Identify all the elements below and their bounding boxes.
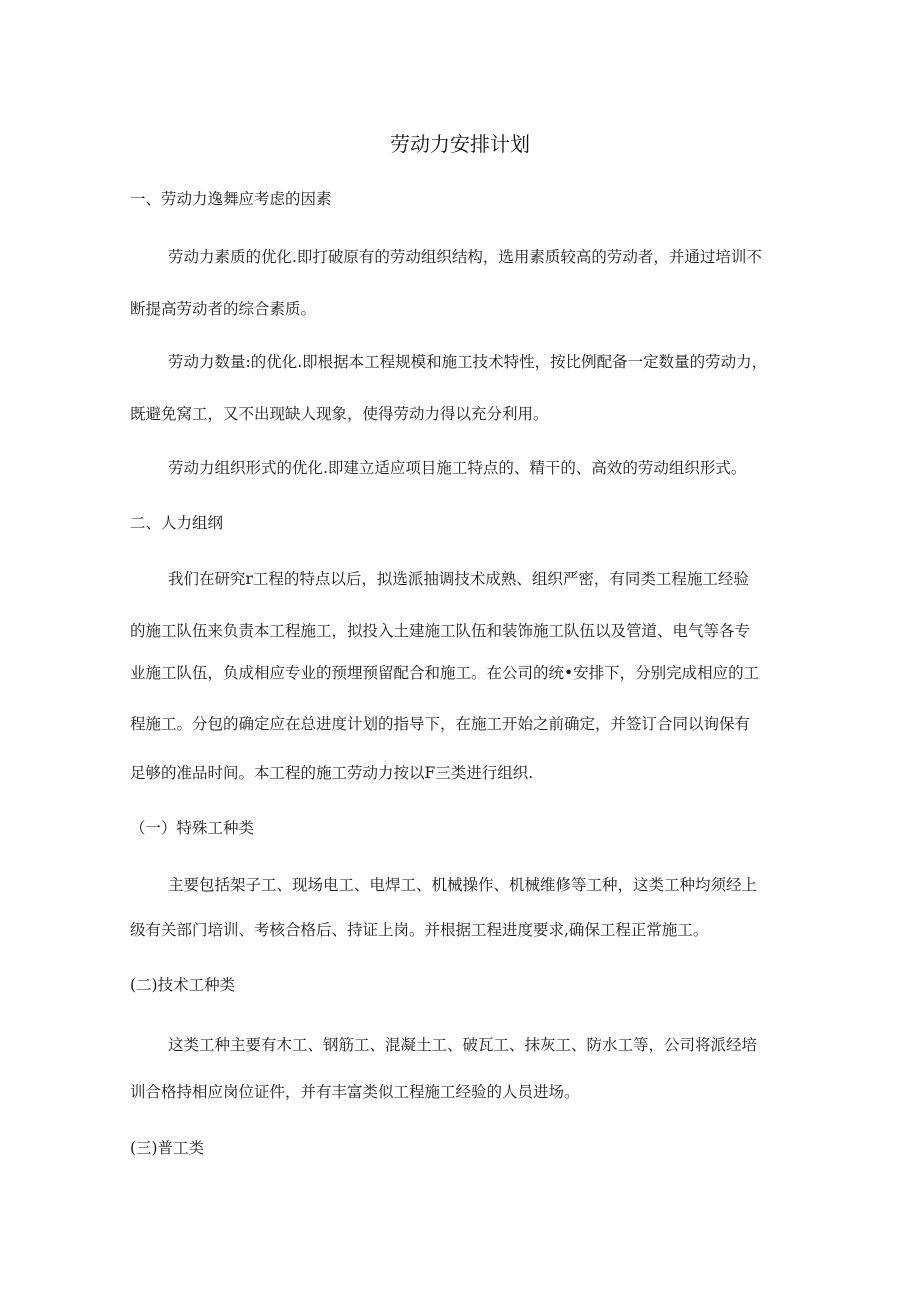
section-heading-2: 二、人力组纲 xyxy=(130,514,224,532)
section-heading-1: 一、劳动力逸舞应考虑的因素 xyxy=(130,190,332,208)
paragraph-line: 足够的准品时间。本工程的施工劳动力按以F三类进行组织. xyxy=(130,764,534,782)
paragraph-line: 训合格持相应岗位证件，并有丰富类似工程施工经验的人员进场。 xyxy=(130,1083,580,1101)
paragraph-line: 级有关部门培训、考核合格后、持证上岗。并根据工程进度要求,确保工程正常施工。 xyxy=(130,921,709,939)
paragraph-line: 劳动力数量:的优化.即根据本工程规模和施工技术特性，按比例配备一定数量的劳动力， xyxy=(168,353,768,371)
section-heading-3: （一）特殊工种类 xyxy=(130,819,255,837)
page-title: 劳动力安排计划 xyxy=(390,132,530,156)
paragraph-line: 劳动力素质的优化.即打破原有的劳动组织结构，选用素质较高的劳动者，并通过培训不 xyxy=(168,248,762,266)
paragraph-line: 劳动力组织形式的优化.即建立适应项目施工特点的、精干的、高效的劳动组织形式。 xyxy=(168,459,747,477)
paragraph-line: 主要包括架子工、现场电工、电焊工、机械操作、机械维修等工种，这类工种均须经上 xyxy=(168,876,758,894)
paragraph-line: 断提高劳动者的综合素质。 xyxy=(130,300,317,318)
paragraph-line: 业施工队伍，负成相应专业的预埋预留配合和施工。在公司的统•安排下，分别完成相应的工 xyxy=(130,664,760,682)
paragraph-line: 程施工。分包的确定应在总进度计划的指导下，在施工开始之前确定，并签订合同以询保有 xyxy=(130,715,751,733)
paragraph-line: 的施工队伍来负责本工程施工，拟投入土建施工队伍和装饰施工队伍以及管道、电气等各专 xyxy=(130,622,751,640)
section-heading-4: (二)技术工种类 xyxy=(130,976,236,994)
paragraph-line: 我们在研究r工程的特点以后，拟选派抽调技术成熟、组织严密，有同类工程施工经验 xyxy=(168,570,749,588)
section-heading-5: (三)普工类 xyxy=(130,1139,205,1157)
paragraph-line: 这类工种主要有木工、钢筋工、混凝土工、破瓦工、抹灰工、防水工等，公司将派经培 xyxy=(168,1036,758,1054)
paragraph-line: 既避免窝工，又不出现缺人现象，使得劳动力得以充分利用。 xyxy=(130,405,549,423)
